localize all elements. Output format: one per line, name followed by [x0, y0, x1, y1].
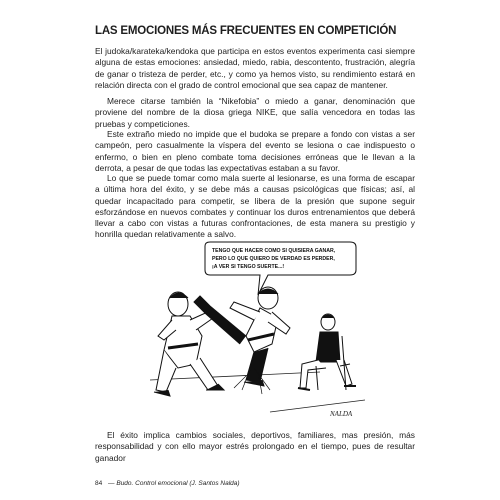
bubble-line-3: ¡A VER SI TENGO SUERTE...! — [212, 264, 285, 270]
artist-signature: NALDA — [330, 410, 353, 418]
paragraph-strange-fear: Este extraño miedo no impide que el budoka se prepare a fondo con vistas a ser campeón, pero casualmente la víspera del evento se lesiona o cae indispuesto o enfermo, o bien en pleno combate toma decisiones erróneas que le llevan a la derrota, a pesar de que todas las expectativas estaban a su favor. — [95, 129, 415, 173]
paragraph-nikefobia: Merece citarse también la “Nikefobia” o miedo a ganar, denominación que proviene del nombre de la diosa griega NIKE, que salía vencedora en todas las pruebas y competiciones. — [95, 96, 415, 129]
section-heading: LAS EMOCIONES MÁS FRECUENTES EN COMPETICIÓN — [95, 25, 397, 37]
left-fighter — [154, 292, 224, 396]
karate-cartoon-illustration — [150, 240, 370, 422]
page-footer — [95, 480, 240, 487]
footer-separator: — — [108, 480, 115, 487]
bubble-line-2: PERO LO QUE QUIERO DE VERDAD ES PERDER, — [212, 256, 335, 262]
page-number: 84 — [95, 480, 103, 487]
paragraph-bad-luck: Lo que se puede tomar como mala suerte al lesionarse, es una forma de escapar a última hora del éxito, y se debe más a causas psicológicas que físicas; así, al quedar incapacitado para competir, se libera de la presión que supone seguir esforzándose en nuevos combates y continuar los duros entrenamientos que deberá llevar a cabo con vistas a futuras confrontaciones, de esta manera su prestigio y honrilla quedan relativamente a salvo. — [95, 173, 415, 240]
book-title: Budo. Control emocional (J. Santos Nalda) — [116, 480, 240, 487]
seated-judge — [298, 314, 356, 390]
bubble-line-1: TENGO QUE HACER COMO SI QUISIERA GANAR, — [212, 248, 336, 254]
paragraph-emotions: El judoka/karateka/kendoka que participa en estos eventos experimenta casi siempre alguna de estas emociones: ansiedad, miedo, rabia, descontento, frustración, alegría de ganar o tristeza de perder, etc., y como ya hemos visto, su rendimiento estará en relación directa con el grado de control emocional que sea capaz de mantener. — [95, 46, 415, 90]
paragraph-success: El éxito implica cambios sociales, deportivos, familiares, mas presión, más responsabilidad y con ello mayor estrés prolongado en el tiempo, pues de resultar ganador — [95, 430, 415, 463]
